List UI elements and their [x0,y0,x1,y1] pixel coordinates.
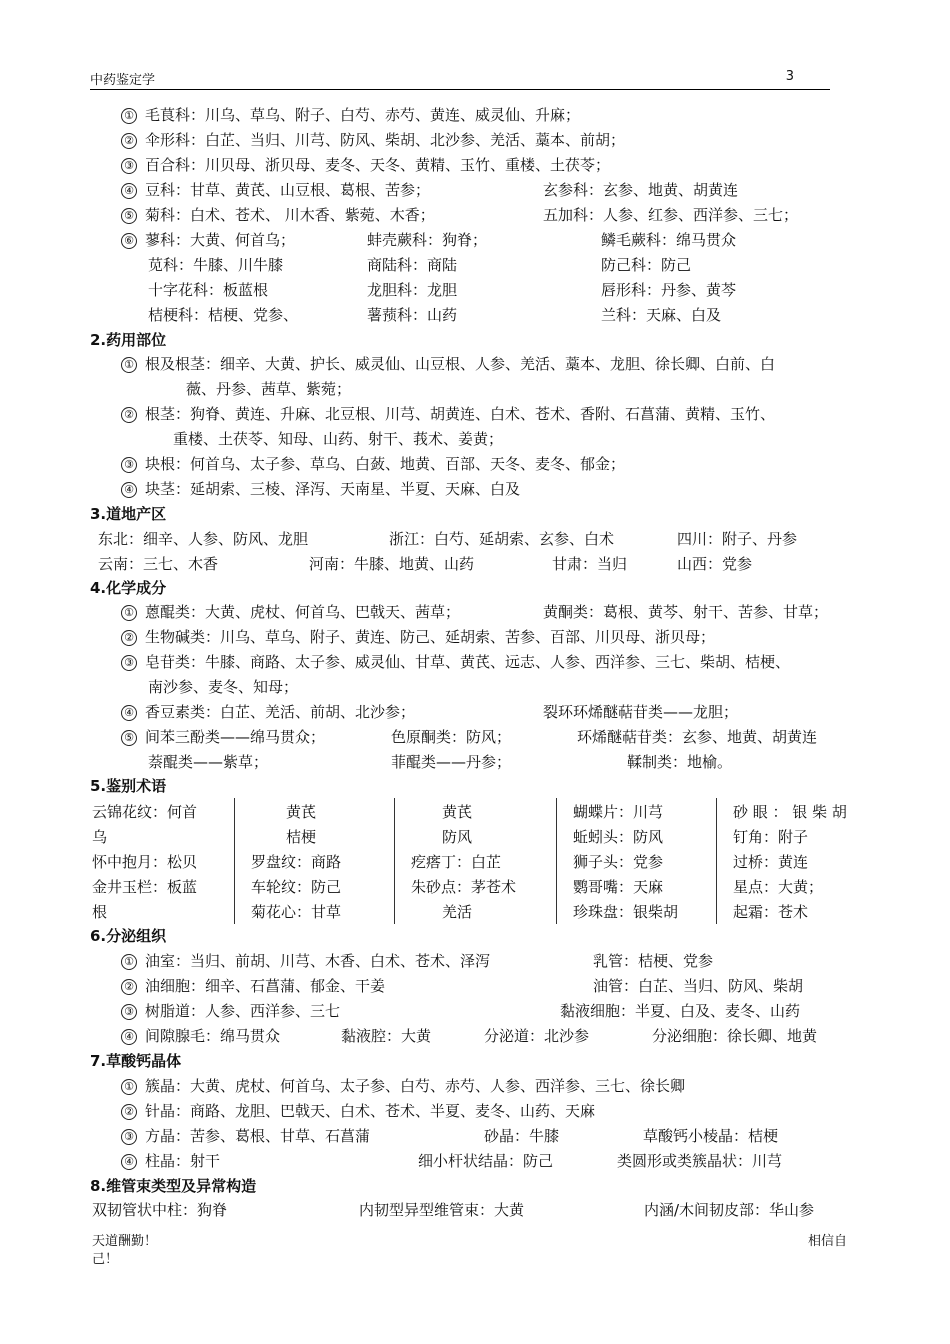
table-cell: 起霜：苍术 [733,903,809,921]
list-item [121,1001,340,1021]
table-cell: 疙瘩丁：白芷 [411,853,502,871]
item-text: 龙胆科：龙胆 [367,281,458,299]
item-text: 类圆形或类簇晶状：川芎 [617,1152,783,1170]
table-cell: 过桥：黄连 [733,853,809,871]
column-divider [716,798,717,924]
item-number: ② [121,407,137,423]
column-divider [234,798,235,924]
item-number: ① [121,357,137,373]
item-text: 桔梗科：桔梗、党参、 [148,306,299,324]
item-number: ④ [121,482,137,498]
item-text: 乳管：桔梗、党参 [593,952,714,970]
list-item [121,130,625,150]
item-number: ③ [121,158,137,174]
item-text: 黏液腔：大黄 [341,1027,432,1045]
section-heading: 8.维管束类型及异常构造 [90,1177,257,1195]
item-text: 浙江：白芍、延胡索、玄参、白术 [389,530,615,548]
item-number: ② [121,1104,137,1120]
item-text: 东北：细辛、人参、防风、龙胆 [98,530,309,548]
table-cell: 狮子头：党参 [573,853,664,871]
item-text: 裂环环烯醚萜苷类——龙胆； [543,703,739,721]
footer-left-text-wrap: 己！ [92,1252,119,1267]
item-text: 薯蓣科：山药 [367,306,458,324]
item-number: ⑤ [121,730,137,746]
item-text: 蒽醌类：大黄、虎杖、何首乌、巴戟天、茜草； [145,603,461,621]
list-item [121,1151,220,1171]
list-item [121,1101,595,1121]
item-text: 双韧管状中柱：狗脊 [92,1201,228,1219]
table-cell: 金井玉栏：板蓝 [92,878,198,896]
item-text: 环烯醚萜苷类：玄参、地黄、胡黄连 [577,728,818,746]
item-text: 根及根茎：细辛、大黄、护长、威灵仙、山豆根、人参、羌活、藁本、龙胆、徐长卿、白前、白 [145,355,776,373]
list-item [121,976,385,996]
item-text: 根茎：狗脊、黄连、升麻、北豆根、川芎、胡黄连、白术、苍术、香附、石菖蒲、黄精、玉竹、 [145,405,776,423]
page-number: 3 [785,69,794,84]
item-number: ③ [121,1129,137,1145]
item-text: 防己科：防己 [601,256,692,274]
item-number: ① [121,108,137,124]
item-text: 油室：当归、前胡、川芎、木香、白术、苍术、泽泻 [145,952,491,970]
item-text: 五加科：人参、红参、西洋参、三七； [543,206,799,224]
list-item [121,105,580,125]
item-text: 皂苷类：牛膝、商路、太子参、威灵仙、甘草、黄芪、远志、人参、西洋参、三七、柴胡、桔梗、 [145,653,791,671]
item-text: 商陆科：商陆 [367,256,458,274]
item-text: 柱晶：射干 [145,1152,221,1170]
item-text: 唇形科：丹参、黄芩 [601,281,737,299]
list-item [121,627,715,647]
document-title: 中药鉴定学 [90,73,156,88]
table-cell: 羌活 [442,903,473,921]
list-item [121,1076,685,1096]
item-number: ④ [121,1154,137,1170]
item-text: 色原酮类：防风； [391,728,512,746]
item-text: 菲醌类——丹参； [391,753,512,771]
table-cell: 砂 眼 ： 银 柴 胡 [733,803,847,821]
item-text: 块茎：延胡索、三棱、泽泻、天南星、半夏、天麻、白及 [145,480,521,498]
item-text: 鳞毛蕨科：绵马贯众 [601,231,737,249]
item-text: 百合科：川贝母、浙贝母、麦冬、天冬、黄精、玉竹、重楼、土茯苓； [145,156,611,174]
item-text: 针晶：商路、龙胆、巴戟天、白术、苍术、半夏、麦冬、山药、天麻 [145,1102,596,1120]
item-text: 油管：白芷、当归、防风、柴胡 [593,977,804,995]
table-cell: 根 [92,903,108,921]
list-item [121,479,520,499]
table-cell: 桔梗 [286,828,317,846]
item-number: ⑥ [121,233,137,249]
item-text: 蓼科：大黄、何首乌； [145,231,296,249]
column-divider [394,798,395,924]
item-text: 南沙参、麦冬、知母； [148,678,299,696]
table-cell: 罗盘纹：商路 [251,853,342,871]
item-text: 甘肃：当归 [552,555,628,573]
item-text: 香豆素类：白芷、羌活、前胡、北沙参； [145,703,416,721]
list-item [121,155,610,175]
list-item [121,652,790,672]
item-text: 块根：何首乌、太子参、草乌、白蔹、地黄、百部、天冬、麦冬、郁金； [145,455,626,473]
table-cell: 朱砂点：茅苍术 [411,878,517,896]
page-header [90,67,830,90]
footer-right-text: 相信自 [808,1234,848,1249]
list-item [121,454,625,474]
item-number: ② [121,630,137,646]
list-item [121,602,460,622]
item-text: 苋科：牛膝、川牛膝 [148,256,284,274]
section-heading: 3.道地产区 [90,505,167,523]
table-cell: 星点：大黄； [733,878,824,896]
item-number: ② [121,133,137,149]
table-cell: 珍珠盘：银柴胡 [573,903,679,921]
section-heading: 6.分泌组织 [90,927,167,945]
list-item [121,1126,370,1146]
table-cell: 黄芪 [286,803,317,821]
item-text: 树脂道：人参、西洋参、三七 [145,1002,341,1020]
item-number: ③ [121,457,137,473]
item-number: ④ [121,183,137,199]
table-cell: 鹦哥嘴：天麻 [573,878,664,896]
item-text: 菊科：白术、苍术、 川木香、紫菀、木香； [145,206,435,224]
list-item [121,205,435,225]
item-text: 伞形科：白芷、当归、川芎、防风、柴胡、北沙参、羌活、藁本、前胡； [145,131,626,149]
column-divider [556,798,557,924]
item-text: 簇晶：大黄、虎杖、何首乌、太子参、白芍、赤芍、人参、西洋参、三七、徐长卿 [145,1077,686,1095]
item-text: 兰科：天麻、白及 [601,306,722,324]
list-item [121,951,490,971]
item-text: 油细胞：细辛、石菖蒲、郁金、干姜 [145,977,386,995]
item-text: 黄酮类：葛根、黄芩、射干、苦参、甘草； [543,603,829,621]
list-item [121,180,430,200]
item-number: ④ [121,705,137,721]
table-cell: 车轮纹：防己 [251,878,342,896]
section-heading: 7.草酸钙晶体 [90,1052,182,1070]
section-heading: 4.化学成分 [90,579,167,597]
item-text: 毛茛科：川乌、草乌、附子、白芍、赤芍、黄连、威灵仙、升麻； [145,106,581,124]
list-item [121,1026,280,1046]
table-cell: 防风 [442,828,473,846]
item-text: 河南：牛膝、地黄、山药 [309,555,475,573]
item-number: ① [121,1079,137,1095]
item-text: 方晶：苦参、葛根、甘草、石菖蒲 [145,1127,371,1145]
item-text: 玄参科：玄参、地黄、胡黄连 [543,181,739,199]
item-number: ⑤ [121,208,137,224]
item-text: 重楼、土茯苓、知母、山药、射干、莪术、姜黄； [173,430,504,448]
item-text: 云南：三七、木香 [98,555,219,573]
table-cell: 怀中抱月：松贝 [92,853,198,871]
list-item [121,702,415,722]
item-text: 山西：党参 [677,555,753,573]
table-cell: 蚯蚓头：防风 [573,828,664,846]
item-text: 生物碱类：川乌、草乌、附子、黄连、防己、延胡索、苦参、百部、川贝母、浙贝母； [145,628,716,646]
item-number: ④ [121,1029,137,1045]
list-item [121,404,775,424]
item-text: 内涵/木间韧皮部：华山参 [644,1201,815,1219]
item-text: 间隙腺毛：绵马贯众 [145,1027,281,1045]
item-text: 细小杆状结晶：防己 [418,1152,554,1170]
item-text: 豆科：甘草、黄芪、山豆根、葛根、苦参； [145,181,431,199]
item-text: 草酸钙小棱晶：桔梗 [643,1127,779,1145]
table-cell: 乌 [92,828,108,846]
item-number: ① [121,605,137,621]
list-item [121,230,295,250]
table-cell: 钉角：附子 [733,828,809,846]
section-heading: 5.鉴别术语 [90,777,167,795]
item-text: 分泌细胞：徐长卿、地黄 [652,1027,818,1045]
item-text: 萘醌类——紫草； [148,753,269,771]
item-text: 间苯三酚类——绵马贯众； [145,728,326,746]
item-number: ② [121,979,137,995]
item-text: 内韧型异型维管束：大黄 [359,1201,525,1219]
item-number: ③ [121,655,137,671]
list-item [121,727,325,747]
item-text: 鞣制类：地榆。 [627,753,733,771]
item-text: 黏液细胞：半夏、白及、麦冬、山药 [560,1002,801,1020]
item-text: 薇、丹参、茜草、紫菀； [186,380,352,398]
item-text: 砂晶：牛膝 [484,1127,560,1145]
item-number: ① [121,954,137,970]
list-item [121,354,775,374]
footer-left-text: 天道酬勤！ [92,1234,158,1249]
item-text: 分泌道：北沙参 [484,1027,590,1045]
item-text: 四川：附子、丹参 [677,530,798,548]
item-text: 蚌壳蕨科：狗脊； [367,231,488,249]
section-heading: 2.药用部位 [90,331,167,349]
item-text: 十字花科：板蓝根 [148,281,269,299]
table-cell: 菊花心：甘草 [251,903,342,921]
table-cell: 云锦花纹：何首 [92,803,198,821]
table-cell: 蝴蝶片：川芎 [573,803,664,821]
table-cell: 黄芪 [442,803,473,821]
item-number: ③ [121,1004,137,1020]
